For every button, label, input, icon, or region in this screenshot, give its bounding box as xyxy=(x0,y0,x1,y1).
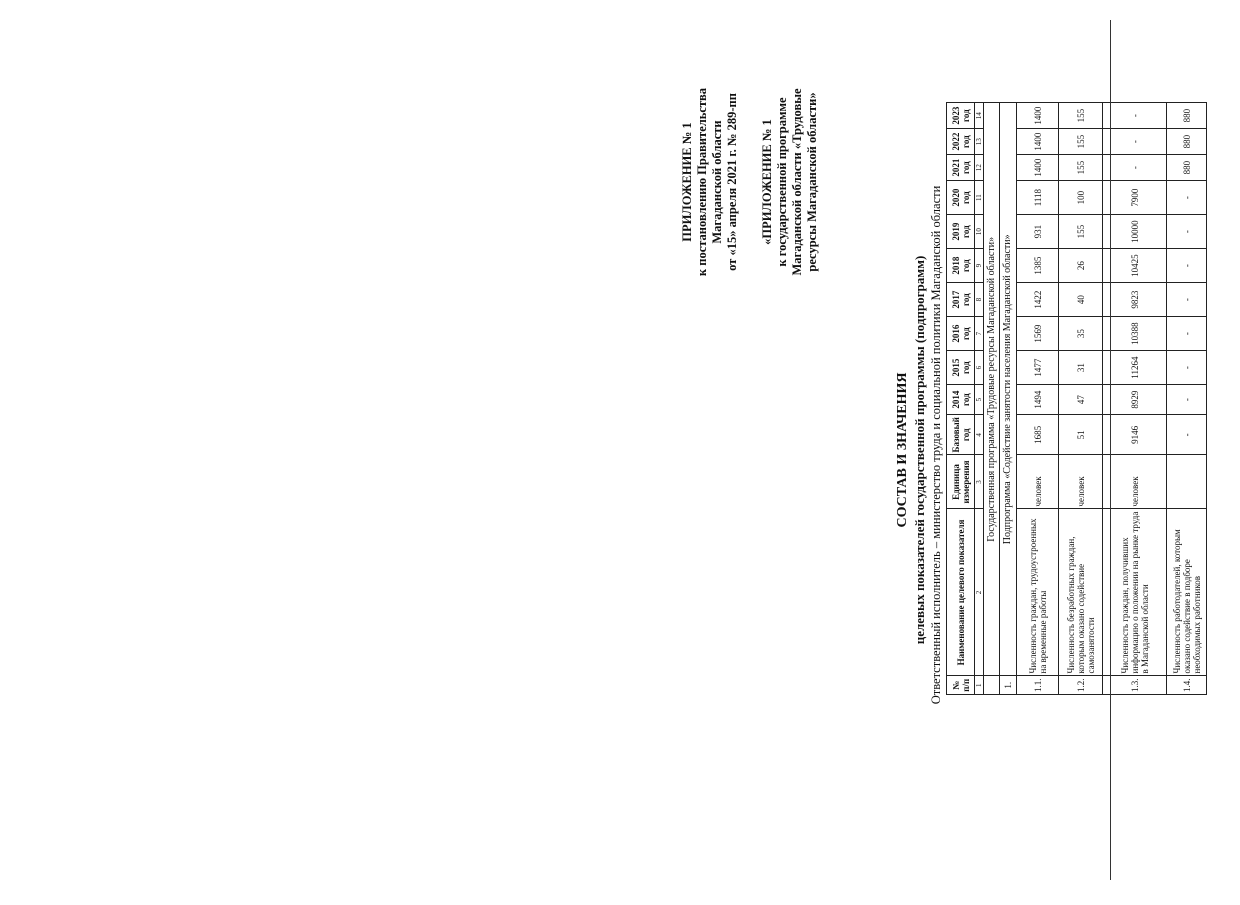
appendix-title: ПРИЛОЖЕНИЕ № 1 xyxy=(680,122,694,242)
row-year-value: 1569 xyxy=(1017,317,1059,351)
row-year-value: 26 xyxy=(1059,249,1103,283)
row-year-value: 155 xyxy=(1059,129,1103,155)
row-unit: человек xyxy=(1103,455,1167,509)
column-number: 1 xyxy=(975,676,984,695)
row-num: 1.4. xyxy=(1167,676,1207,695)
table-row xyxy=(1017,103,1059,695)
inner-appendix-line: к государственной программе xyxy=(775,97,789,267)
column-number: 2 xyxy=(975,509,984,676)
column-number: 13 xyxy=(975,129,984,155)
header-base-year: Базовый год xyxy=(947,415,975,455)
row-year-value: 100 xyxy=(1059,181,1103,215)
column-number: 14 xyxy=(975,103,984,129)
row-indicator-name: Численность безработных граждан, которым оказано содействие самозанятости xyxy=(1059,509,1103,676)
row-year-value: 155 xyxy=(1059,155,1103,181)
table-row xyxy=(1167,103,1207,695)
column-number: 9 xyxy=(975,249,984,283)
row-num: 1.3. xyxy=(1103,676,1167,695)
header-num: № п/п xyxy=(947,676,975,695)
column-number: 10 xyxy=(975,215,984,249)
inner-appendix-line: Магаданской области «Трудовые xyxy=(790,88,804,276)
row-year-value: 1400 xyxy=(1017,155,1059,181)
row-year-value: - xyxy=(1103,155,1167,181)
row-year-value: 31 xyxy=(1059,351,1103,385)
column-number: 4 xyxy=(975,415,984,455)
header-unit: Единица измерения xyxy=(947,455,975,509)
indicators-table xyxy=(946,102,1207,695)
column-number: 6 xyxy=(975,351,984,385)
header-year: 2018 год xyxy=(947,249,975,283)
header-year: 2014 год xyxy=(947,385,975,415)
responsible-executor: Ответственный исполнитель – министерство труда и социальной политики Магаданской области xyxy=(929,185,943,705)
row-year-value: 7900 xyxy=(1103,181,1167,215)
row-year-value: 1385 xyxy=(1017,249,1059,283)
header-year: 2022 год xyxy=(947,129,975,155)
column-number: 11 xyxy=(975,181,984,215)
row-year-value: 880 xyxy=(1167,129,1207,155)
row-year-value: 10388 xyxy=(1103,317,1167,351)
appendix-date: от «15» апреля 2021 г. № 289-пп xyxy=(725,93,739,271)
row-year-value: 155 xyxy=(1059,103,1103,129)
appendix-line: Магаданской области xyxy=(710,120,724,244)
row-indicator-name: Численность граждан, получивших информацию о положении на рынке труда в Магаданской области xyxy=(1103,509,1167,676)
column-number: 12 xyxy=(975,155,984,181)
table-row xyxy=(1103,103,1167,695)
row-base-value: 51 xyxy=(1059,415,1103,455)
row-year-value: - xyxy=(1167,351,1207,385)
row-base-value: 9146 xyxy=(1103,415,1167,455)
row-year-value: 47 xyxy=(1059,385,1103,415)
row-year-value: 1477 xyxy=(1017,351,1059,385)
inner-appendix-title: «ПРИЛОЖЕНИЕ № 1 xyxy=(760,119,774,245)
row-year-value: 1494 xyxy=(1017,385,1059,415)
row-year-value: - xyxy=(1103,129,1167,155)
row-year-value: - xyxy=(1167,385,1207,415)
row-year-value: 9823 xyxy=(1103,283,1167,317)
row-unit xyxy=(1167,455,1207,509)
table-row xyxy=(1059,103,1103,695)
row-year-value: - xyxy=(1167,317,1207,351)
header-year: 2017 год xyxy=(947,283,975,317)
row-indicator-name: Численность работодателей, которым оказано содействие в подборе необходимых работников xyxy=(1167,509,1207,676)
header-year: 2015 год xyxy=(947,351,975,385)
row-year-value: - xyxy=(1103,103,1167,129)
row-base-value: 1685 xyxy=(1017,415,1059,455)
row-year-value: 40 xyxy=(1059,283,1103,317)
row-year-value: - xyxy=(1167,215,1207,249)
row-year-value: 155 xyxy=(1059,215,1103,249)
row-unit: человек xyxy=(1059,455,1103,509)
row-year-value: 880 xyxy=(1167,155,1207,181)
header-year: 2023 год xyxy=(947,103,975,129)
inner-appendix-line: ресурсы Магаданской области» xyxy=(805,92,819,272)
header-year: 2016 год xyxy=(947,317,975,351)
program-row-num xyxy=(984,676,1000,695)
column-number: 8 xyxy=(975,283,984,317)
row-unit: человек xyxy=(1017,455,1059,509)
row-year-value: 1400 xyxy=(1017,129,1059,155)
row-year-value: 1118 xyxy=(1017,181,1059,215)
row-year-value: 8929 xyxy=(1103,385,1167,415)
row-year-value: 931 xyxy=(1017,215,1059,249)
row-year-value: 10000 xyxy=(1103,215,1167,249)
document-subtitle: целевых показателей государственной программы (подпрограмм) xyxy=(912,255,927,645)
subprogram-num: 1. xyxy=(1000,676,1017,695)
header-year: 2020 год xyxy=(947,181,975,215)
row-year-value: 1400 xyxy=(1017,103,1059,129)
appendix-line: к постановлению Правительства xyxy=(695,87,709,277)
column-number: 5 xyxy=(975,385,984,415)
row-year-value: 1422 xyxy=(1017,283,1059,317)
header-year: 2021 год xyxy=(947,155,975,181)
page-rule-line xyxy=(1110,20,1111,880)
row-indicator-name: Численность граждан, трудоустроенных на временные работы xyxy=(1017,509,1059,676)
row-year-value: - xyxy=(1167,283,1207,317)
row-year-value: 10425 xyxy=(1103,249,1167,283)
column-number: 7 xyxy=(975,317,984,351)
program-row: Государственная программа «Трудовые ресурсы Магаданской области» xyxy=(984,103,1000,676)
row-base-value: - xyxy=(1167,415,1207,455)
header-name: Наименование целевого показателя xyxy=(947,509,975,676)
column-number: 3 xyxy=(975,455,984,509)
appendix-header xyxy=(680,82,820,282)
row-year-value: - xyxy=(1167,249,1207,283)
subprogram-row: Подпрограмма «Содействие занятости населения Магаданской области» xyxy=(1000,103,1017,676)
row-year-value: - xyxy=(1167,181,1207,215)
row-num: 1.2. xyxy=(1059,676,1103,695)
document-title: СОСТАВ И ЗНАЧЕНИЯ xyxy=(895,372,910,528)
header-year: 2019 год xyxy=(947,215,975,249)
row-year-value: 880 xyxy=(1167,103,1207,129)
row-year-value: 11264 xyxy=(1103,351,1167,385)
rotated-document-page xyxy=(640,20,1240,880)
row-num: 1.1. xyxy=(1017,676,1059,695)
row-year-value: 35 xyxy=(1059,317,1103,351)
